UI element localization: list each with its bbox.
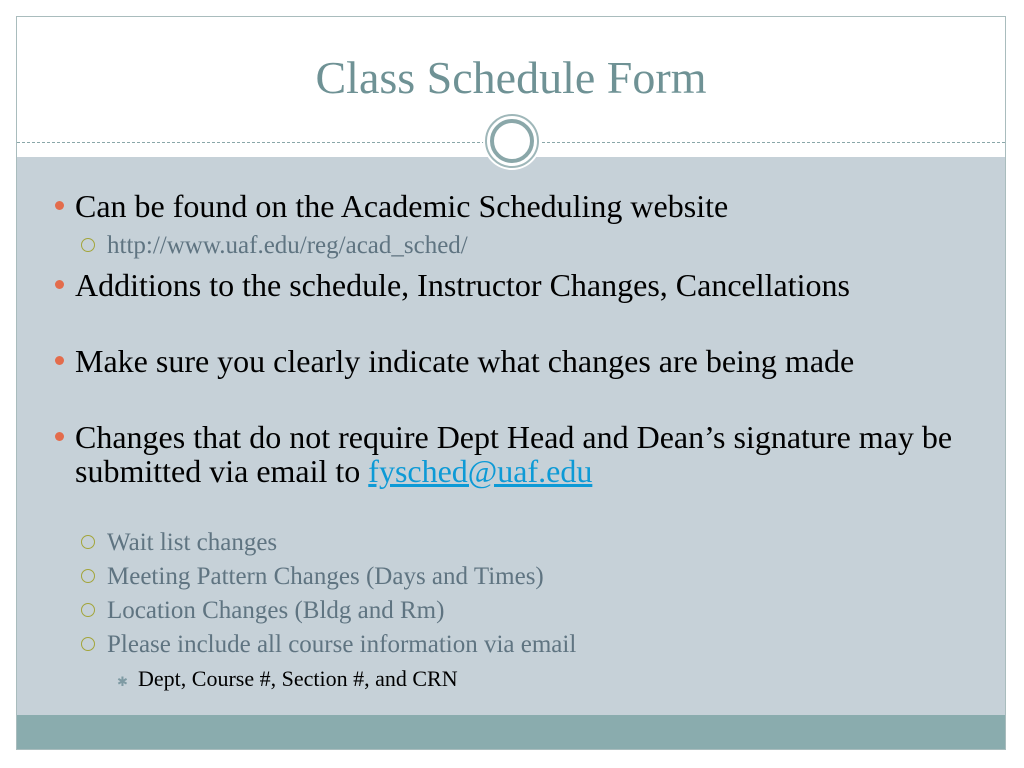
filled-dot-icon [55, 356, 64, 365]
sub-bullet-text: Meeting Pattern Changes (Days and Times) [107, 563, 544, 590]
hollow-circle-icon [81, 535, 95, 549]
bullet-item [75, 420, 955, 488]
filled-dot-icon [55, 201, 64, 210]
double-ring-icon [483, 112, 541, 170]
footer-bar [17, 715, 1005, 750]
filled-dot-icon [55, 432, 64, 441]
bullet-item [75, 268, 955, 302]
sub-bullet-item [107, 562, 927, 592]
sub-bullet-item [107, 596, 927, 626]
bullet-text: Changes that do not require Dept Head and Dean’s signature may be submitted via email to [75, 419, 953, 489]
star-icon: ✱ [117, 674, 128, 689]
hollow-circle-icon [81, 637, 95, 651]
email-link[interactable]: fysched@uaf.edu [368, 453, 593, 489]
content-area [17, 157, 1005, 715]
sub-bullet-item [107, 528, 927, 558]
sub-bullet-item [107, 630, 927, 660]
bullet-item [75, 189, 955, 223]
bullet-text: Can be found on the Academic Scheduling website [75, 188, 729, 224]
sub-sub-bullet-item [117, 665, 918, 693]
hollow-circle-icon [81, 569, 95, 583]
sub-bullet-text: Location Changes (Bldg and Rm) [107, 597, 445, 624]
sub-bullet-text: http://www.uaf.edu/reg/acad_sched/ [107, 232, 468, 259]
sub-sub-bullet-text: Dept, Course #, Section #, and CRN [138, 666, 458, 691]
hollow-circle-icon [81, 238, 95, 252]
sub-bullet-text: Please include all course information via email [107, 631, 577, 658]
bullet-text: Make sure you clearly indicate what changes are being made [75, 343, 855, 379]
sub-bullet-item [107, 231, 927, 261]
hollow-circle-icon [81, 603, 95, 617]
bullet-text: Additions to the schedule, Instructor Changes, Cancellations [75, 267, 850, 303]
filled-dot-icon [55, 280, 64, 289]
slide [16, 16, 1006, 750]
sub-bullet-text: Wait list changes [107, 529, 278, 556]
slide-title: Class Schedule Form [315, 52, 707, 103]
bullet-item [75, 344, 955, 378]
